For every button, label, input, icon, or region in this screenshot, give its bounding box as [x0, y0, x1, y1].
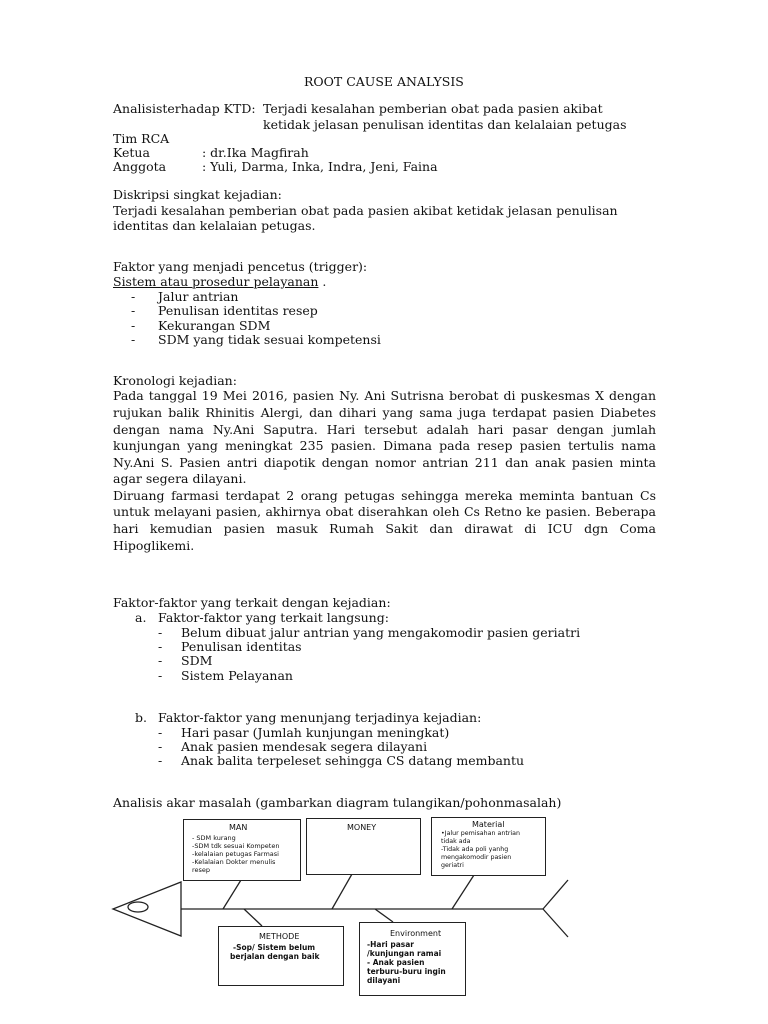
terkait-a-item: -: [158, 639, 163, 654]
bone-environment: [375, 909, 393, 922]
fishbone-material-line: tidak ada: [441, 838, 471, 845]
pencetus-item: -: [131, 332, 136, 347]
fish-tail-top: [543, 880, 568, 909]
fishbone-material-line: mengakomodir pasien: [441, 854, 512, 861]
pencetus-item: -: [131, 318, 136, 333]
kronologi-line: Hipoglikemi.: [113, 538, 195, 553]
terkait-a-item-label: Sistem Pelayanan: [181, 668, 293, 683]
kronologi-line: Ny.Ani S. Pasien antri diapotik dengan nomor antrian 211 dan anak pasien minta: [113, 455, 656, 470]
terkait-a-item-label: SDM: [181, 653, 213, 668]
kronologi-line: Pada tanggal 19 Mei 2016, pasien Ny. Ani Sutrisna berobat di puskesmas X dengan: [113, 388, 656, 403]
kronologi-line: kunjungan yang meningkat 235 pasien. Dimana pada resep pasien tertulis nama: [113, 438, 656, 453]
fish-tail-bottom: [543, 909, 568, 937]
fishbone-environment-line: terburu-buru ingin: [367, 967, 446, 976]
pencetus-subheading-underlined: Sistem atau prosedur pelayanan: [113, 274, 319, 289]
fishbone-man-line: -Kelalaian Dokter menulis: [192, 858, 276, 866]
fishbone-man-line: -kelalaian petugas Farmasi: [192, 850, 279, 858]
terkait-b-item: -: [158, 725, 163, 740]
kronologi-line: untuk melayani pasien, akhirnya obat diserahkan oleh Cs Retno ke pasien. Beberapa: [113, 504, 656, 519]
kronologi-line: hari kemudian pasien masuk Rumah Sakit dan dirawat di ICU dgn Coma: [113, 521, 656, 536]
fishbone-material-line: •Jalur pemisahan antrian: [441, 830, 521, 837]
bone-methode: [244, 909, 262, 926]
pencetus-heading: Faktor yang menjadi pencetus (trigger):: [113, 259, 368, 274]
kronologi-line: agar segera dilayani.: [113, 471, 247, 486]
fishbone-environment-box: [359, 922, 466, 996]
bone-material: [452, 875, 474, 909]
kronologi-line: rujukan balik Rhinitis Alergi, dan dihari yang sama juga terdapat pasien Diabetes: [113, 405, 656, 420]
ketua-label: Ketua: [113, 145, 150, 160]
fishbone-money-box: [306, 818, 421, 875]
kronologi-line: Diruang farmasi terdapat 2 orang petugas sehingga mereka meminta bantuan Cs: [113, 488, 656, 503]
fishbone-material-line: -Tidak ada poli yanhg: [441, 846, 509, 853]
anggota-label: Anggota: [113, 159, 167, 174]
fishbone-methode-box: [218, 926, 344, 986]
terkait-b-item: -: [158, 753, 163, 768]
analisis-line-2: ketidak jelasan penulisan identitas dan kelalaian petugas: [263, 117, 627, 132]
fishbone-environment-line: -Hari pasar: [367, 940, 414, 949]
fishbone-methode-title: METHODE: [259, 932, 300, 941]
fishbone-man-title: MAN: [229, 823, 248, 832]
terkait-heading: Faktor-faktor yang terkait dengan kejadian:: [113, 595, 391, 610]
fishbone-methode-line: berjalan dengan baik: [230, 952, 320, 961]
fishbone-money-title: MONEY: [347, 823, 377, 832]
terkait-a-item-label: Penulisan identitas: [181, 639, 302, 654]
fishbone-material-line: geriatri: [441, 862, 464, 869]
terkait-b-item-label: Anak balita terpeleset sehingga CS datang membantu: [181, 753, 525, 768]
pencetus-item-label: Jalur antrian: [158, 289, 239, 304]
terkait-b-label: Faktor-faktor yang menunjang terjadinya kejadian:: [158, 710, 482, 725]
diskripsi-line-2: identitas dan kelalaian petugas.: [113, 218, 316, 233]
fishbone-man-line: -SDM tdk sesuai Kompeten: [192, 842, 280, 850]
tim-rca-label: Tim RCA: [113, 131, 170, 146]
fish-eye: [128, 902, 148, 912]
fishbone-environment-line: dilayani: [367, 976, 401, 985]
pencetus-item: -: [131, 303, 136, 318]
fishbone-man-box: [183, 819, 301, 881]
fishbone-material-box: [431, 817, 546, 876]
fishbone-environment-line: - Anak pasien: [367, 958, 425, 967]
document-title: ROOT CAUSE ANALYSIS: [304, 74, 464, 89]
pencetus-item-label: Penulisan identitas resep: [158, 303, 318, 318]
fishbone-material-title: Material: [472, 820, 505, 829]
pencetus-item-label: SDM yang tidak sesuai kompetensi: [158, 332, 381, 347]
analisis-label: Analisisterhadap KTD:: [113, 101, 256, 116]
bone-money: [332, 874, 352, 909]
diskripsi-line-1: Terjadi kesalahan pemberian obat pada pasien akibat ketidak jelasan penulisan: [113, 203, 618, 218]
terkait-a-item: -: [158, 653, 163, 668]
anggota-value: : Yuli, Darma, Inka, Indra, Jeni, Faina: [202, 159, 438, 174]
fishbone-methode-line: -Sop/ Sistem belum: [233, 943, 316, 952]
fishbone-environment-line: /kunjungan ramai: [367, 949, 442, 958]
analisis-line-1: Terjadi kesalahan pemberian obat pada pasien akibat: [263, 101, 603, 116]
diskripsi-heading: Diskripsi singkat kejadian:: [113, 187, 282, 202]
fishbone-man-line: - SDM kurang: [192, 834, 236, 842]
terkait-b-item: -: [158, 739, 163, 754]
fishbone-man-line: resep: [192, 866, 211, 874]
fishbone-environment-title: Environment: [390, 929, 442, 938]
ketua-value: : dr.Ika Magfirah: [202, 145, 309, 160]
pencetus-item: -: [131, 289, 136, 304]
terkait-a-item: -: [158, 668, 163, 683]
terkait-b-item-label: Hari pasar (Jumlah kunjungan meningkat): [181, 725, 450, 740]
terkait-a-marker: a.: [135, 610, 147, 625]
kronologi-heading: Kronologi kejadian:: [113, 373, 237, 388]
pencetus-subheading-suffix: .: [318, 274, 327, 289]
terkait-a-item-label: Belum dibuat jalur antrian yang mengakomodir pasien geriatri: [181, 625, 581, 640]
pencetus-item-label: Kekurangan SDM: [158, 318, 271, 333]
kronologi-line: dengan nama Ny.Ani Saputra. Hari tersebut adalah hari pasar dengan jumlah: [113, 422, 656, 437]
terkait-b-marker: b.: [135, 710, 147, 725]
terkait-a-label: Faktor-faktor yang terkait langsung:: [158, 610, 389, 625]
terkait-b-item-label: Anak pasien mendesak segera dilayani: [181, 739, 428, 754]
akar-masalah-heading: Analisis akar masalah (gambarkan diagram tulangikan/pohonmasalah): [113, 795, 562, 810]
bone-man: [223, 880, 241, 909]
terkait-a-item: -: [158, 625, 163, 640]
